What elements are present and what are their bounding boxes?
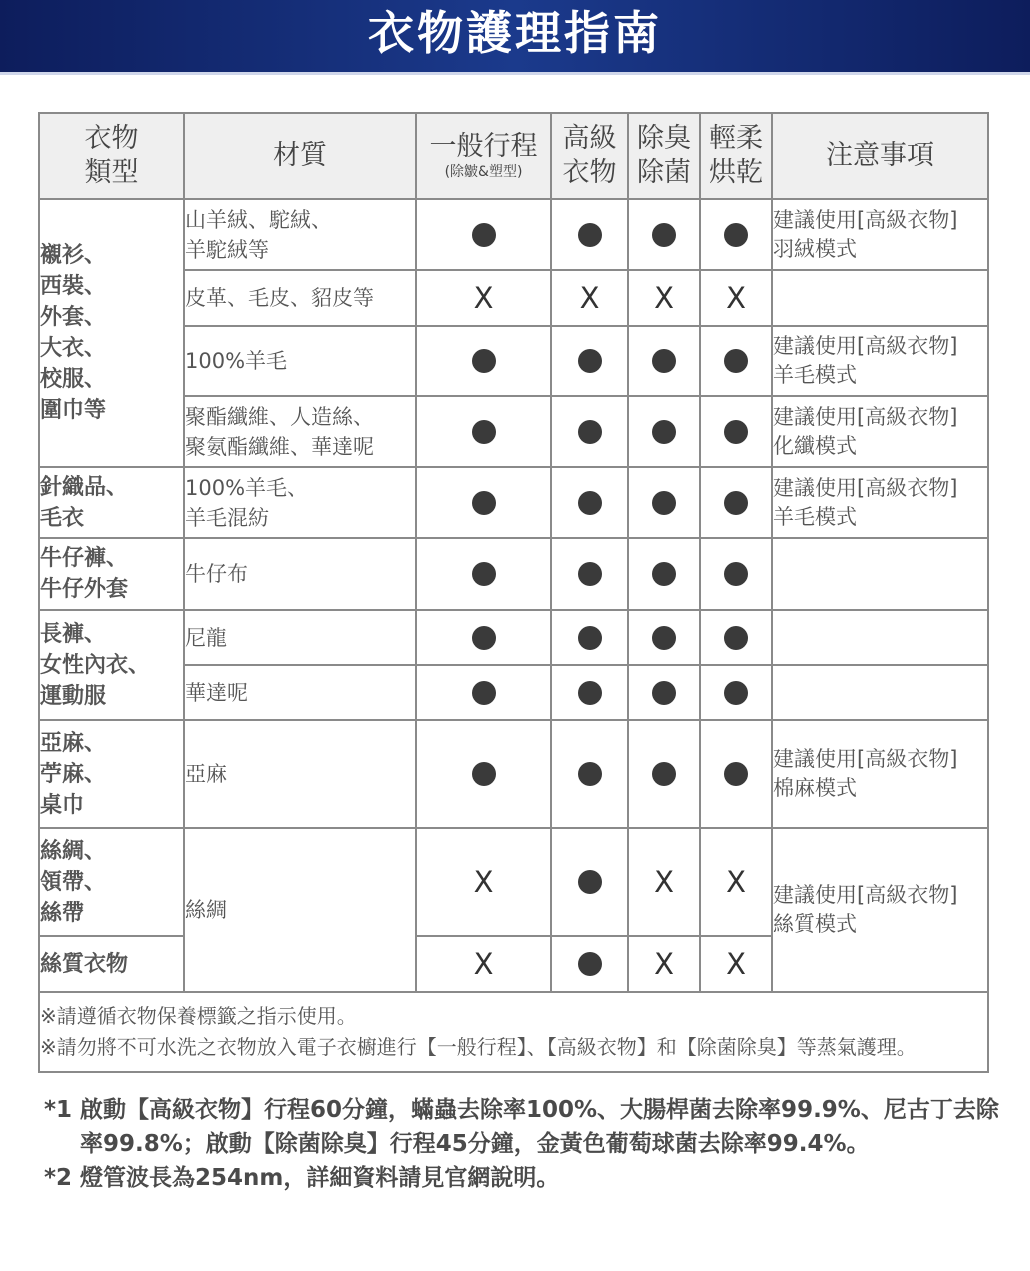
material-cell: 聚酯纖維、人造絲、 聚氨酯纖維、華達呢 (184, 396, 416, 467)
material-cell: 尼龍 (184, 610, 416, 665)
supported-dot-icon (652, 491, 676, 515)
note-cell: 建議使用[高級衣物] 羽絨模式 (772, 199, 988, 270)
mark-cell (700, 936, 772, 992)
footnote-text: 啟動【高級衣物】行程60分鐘，蟎蟲去除率100%、大腸桿菌去除率99.9%、尼古丁去除率99.8%；啟動【除菌除臭】行程45分鐘，金黃色葡萄球菌去除率99.4%。 (80, 1097, 999, 1157)
mark-cell (700, 467, 772, 538)
footnote-number: *1 (44, 1097, 73, 1123)
supported-dot-icon (652, 762, 676, 786)
not-supported-x-icon: X (473, 281, 494, 315)
table-row (39, 610, 988, 665)
table-row (39, 720, 988, 828)
mark-cell (628, 828, 700, 936)
header-premium: 高級 衣物 (551, 113, 628, 199)
mark-cell (416, 720, 551, 828)
supported-dot-icon (652, 626, 676, 650)
mark-cell (628, 467, 700, 538)
type-cell: 針織品、 毛衣 (39, 467, 184, 538)
mark-cell (551, 538, 628, 610)
supported-dot-icon (652, 420, 676, 444)
supported-dot-icon (724, 681, 748, 705)
mark-cell (416, 326, 551, 396)
material-cell: 亞麻 (184, 720, 416, 828)
supported-dot-icon (578, 681, 602, 705)
mark-cell (700, 828, 772, 936)
header-row (39, 113, 988, 199)
material-cell: 牛仔布 (184, 538, 416, 610)
remarks-cell (39, 992, 988, 1072)
footnote-number: *2 (44, 1165, 73, 1191)
mark-cell (551, 936, 628, 992)
mark-cell (628, 610, 700, 665)
supported-dot-icon (472, 562, 496, 586)
supported-dot-icon (724, 420, 748, 444)
material-cell: 山羊絨、駝絨、 羊駝絨等 (184, 199, 416, 270)
supported-dot-icon (472, 349, 496, 373)
mark-cell (551, 610, 628, 665)
not-supported-x-icon: X (654, 947, 674, 981)
supported-dot-icon (578, 762, 602, 786)
mark-cell (700, 396, 772, 467)
not-supported-x-icon: X (726, 865, 746, 899)
supported-dot-icon (472, 420, 496, 444)
note-cell (772, 538, 988, 610)
not-supported-x-icon: X (726, 281, 746, 315)
mark-cell (628, 270, 700, 326)
mark-cell (416, 199, 551, 270)
mark-cell (700, 199, 772, 270)
footnote-text: 燈管波長為254nm，詳細資料請見官網說明。 (80, 1165, 560, 1191)
mark-cell (628, 720, 700, 828)
supported-dot-icon (578, 223, 602, 247)
supported-dot-icon (724, 762, 748, 786)
footnote (44, 1093, 1004, 1161)
supported-dot-icon (578, 491, 602, 515)
mark-cell (628, 936, 700, 992)
note-cell: 建議使用[高級衣物] 棉麻模式 (772, 720, 988, 828)
footnote (44, 1161, 1004, 1195)
mark-cell (551, 665, 628, 720)
note-cell: 建議使用[高級衣物] 羊毛模式 (772, 467, 988, 538)
supported-dot-icon (472, 681, 496, 705)
not-supported-x-icon: X (654, 865, 674, 899)
supported-dot-icon (578, 870, 602, 894)
type-cell: 襯衫、 西裝、 外套、 大衣、 校服、 圍巾等 (39, 199, 184, 467)
supported-dot-icon (578, 562, 602, 586)
remark-line: ※請遵循衣物保養標籤之指示使用。 (40, 1004, 357, 1028)
table-row (39, 467, 988, 538)
mark-cell (416, 270, 551, 326)
type-cell: 絲質衣物 (39, 936, 184, 992)
mark-cell (551, 199, 628, 270)
remark-line: ※請勿將不可水洗之衣物放入電子衣櫥進行【一般行程】、【高級衣物】和【除菌除臭】等蒸氣護理。 (40, 1035, 917, 1059)
mark-cell (628, 396, 700, 467)
supported-dot-icon (472, 626, 496, 650)
type-cell: 絲綢、 領帶、 絲帶 (39, 828, 184, 936)
material-cell: 100%羊毛、 羊毛混紡 (184, 467, 416, 538)
mark-cell (416, 538, 551, 610)
note-cell (772, 610, 988, 665)
care-guide-table (38, 112, 989, 1073)
not-supported-x-icon: X (726, 947, 746, 981)
supported-dot-icon (652, 223, 676, 247)
mark-cell (416, 610, 551, 665)
supported-dot-icon (652, 562, 676, 586)
supported-dot-icon (724, 223, 748, 247)
supported-dot-icon (472, 491, 496, 515)
supported-dot-icon (578, 952, 602, 976)
header-notes: 注意事項 (772, 113, 988, 199)
supported-dot-icon (578, 420, 602, 444)
header-material: 材質 (184, 113, 416, 199)
material-cell: 絲綢 (184, 828, 416, 992)
type-cell: 亞麻、 苧麻、 桌巾 (39, 720, 184, 828)
not-supported-x-icon: X (579, 281, 600, 315)
mark-cell (416, 828, 551, 936)
not-supported-x-icon: X (473, 865, 494, 899)
supported-dot-icon (652, 349, 676, 373)
mark-cell (416, 936, 551, 992)
mark-cell (416, 467, 551, 538)
supported-dot-icon (724, 491, 748, 515)
title-banner (0, 0, 1030, 75)
mark-cell (700, 665, 772, 720)
supported-dot-icon (724, 562, 748, 586)
note-cell: 建議使用[高級衣物] 羊毛模式 (772, 326, 988, 396)
mark-cell (551, 467, 628, 538)
supported-dot-icon (652, 681, 676, 705)
material-cell: 皮革、毛皮、貂皮等 (184, 270, 416, 326)
header-type: 衣物 類型 (39, 113, 184, 199)
header-general: 一般行程 (除皺&塑型) (416, 113, 551, 199)
mark-cell (700, 270, 772, 326)
mark-cell (700, 326, 772, 396)
note-cell (772, 270, 988, 326)
header-dry: 輕柔 烘乾 (700, 113, 772, 199)
remarks-row (39, 992, 988, 1072)
header-deodorize: 除臭 除菌 (628, 113, 700, 199)
mark-cell (628, 199, 700, 270)
material-cell: 華達呢 (184, 665, 416, 720)
mark-cell (700, 610, 772, 665)
table-row (39, 828, 988, 936)
mark-cell (700, 720, 772, 828)
supported-dot-icon (472, 762, 496, 786)
type-cell: 牛仔褲、 牛仔外套 (39, 538, 184, 610)
mark-cell (628, 538, 700, 610)
mark-cell (551, 326, 628, 396)
note-cell: 建議使用[高級衣物] 絲質模式 (772, 828, 988, 992)
type-cell: 長褲、 女性內衣、 運動服 (39, 610, 184, 720)
mark-cell (551, 396, 628, 467)
mark-cell (628, 326, 700, 396)
not-supported-x-icon: X (654, 281, 674, 315)
footnotes (44, 1093, 1004, 1195)
table-row (39, 199, 988, 270)
supported-dot-icon (724, 626, 748, 650)
supported-dot-icon (578, 349, 602, 373)
mark-cell (700, 538, 772, 610)
mark-cell (416, 665, 551, 720)
note-cell: 建議使用[高級衣物] 化纖模式 (772, 396, 988, 467)
note-cell (772, 665, 988, 720)
supported-dot-icon (578, 626, 602, 650)
page-title: 衣物護理指南 (368, 6, 662, 60)
mark-cell (628, 665, 700, 720)
table-row (39, 538, 988, 610)
mark-cell (551, 828, 628, 936)
supported-dot-icon (724, 349, 748, 373)
supported-dot-icon (472, 223, 496, 247)
mark-cell (551, 720, 628, 828)
not-supported-x-icon: X (473, 947, 494, 981)
material-cell: 100%羊毛 (184, 326, 416, 396)
mark-cell (551, 270, 628, 326)
mark-cell (416, 396, 551, 467)
